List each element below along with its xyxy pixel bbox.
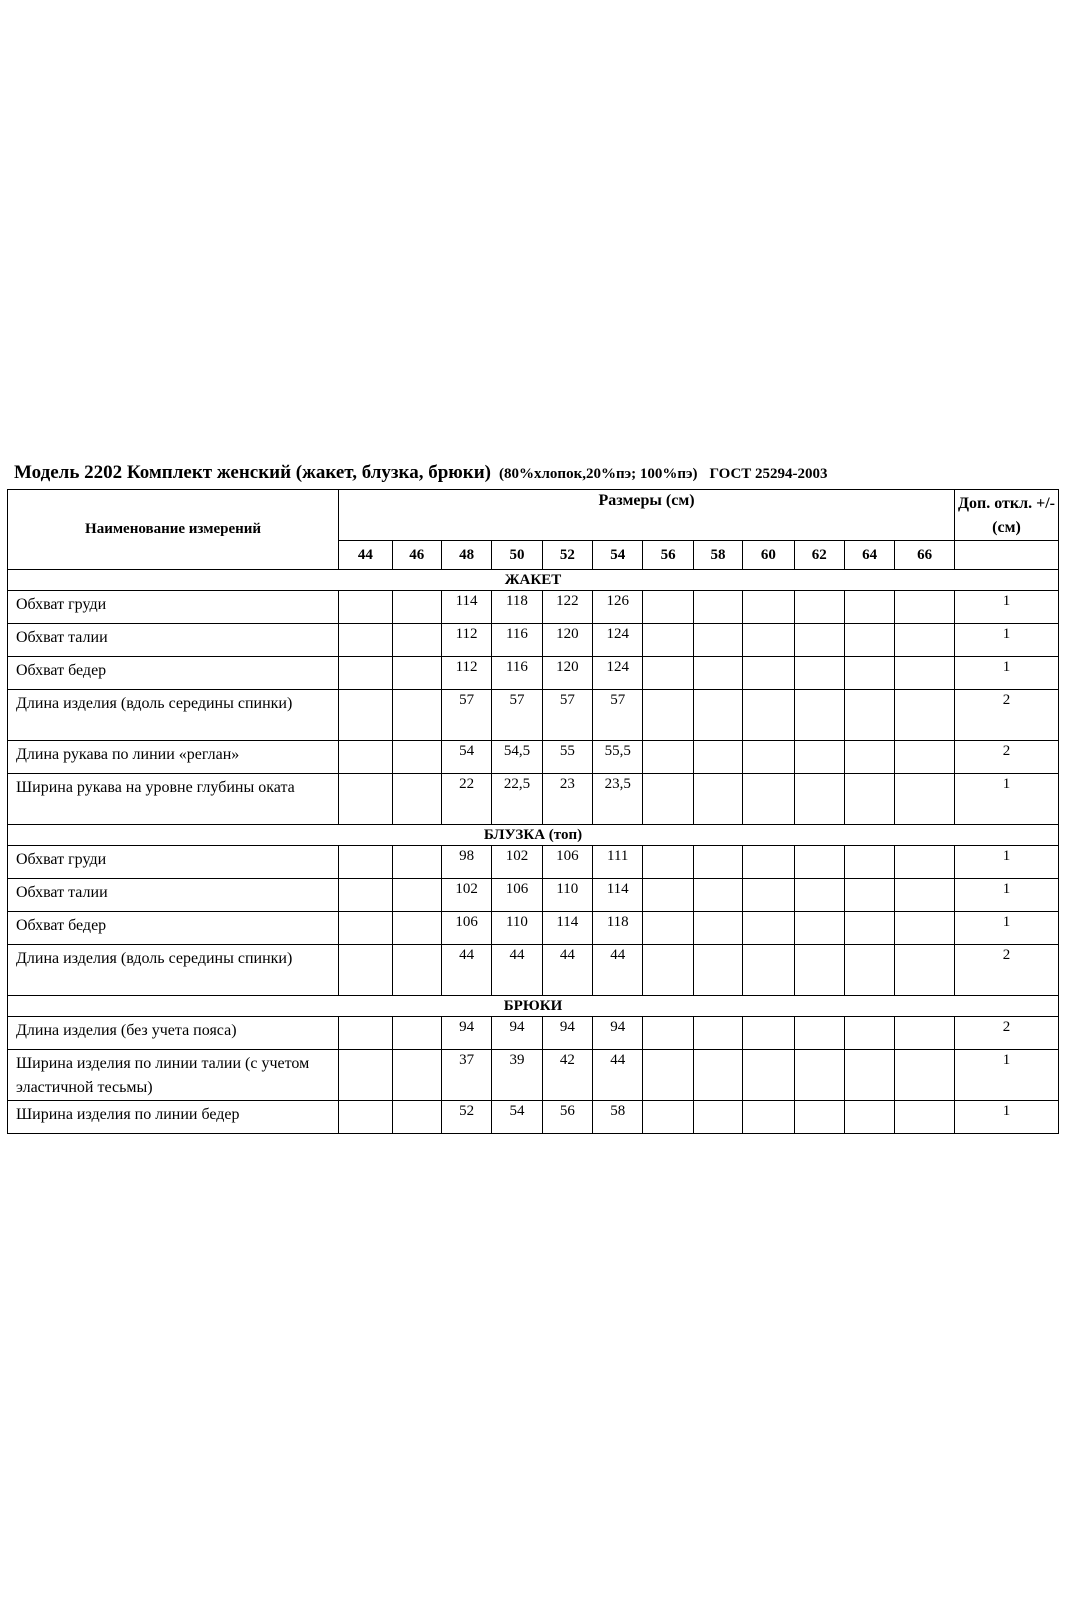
tolerance-value: 1: [955, 657, 1059, 690]
measurement-value: [743, 741, 794, 774]
measurement-value: 116: [492, 624, 542, 657]
measurement-value: [339, 741, 392, 774]
measurement-value: [794, 945, 844, 996]
sizes-header: Размеры (см): [339, 490, 955, 541]
measurement-name-header: Наименование измерений: [8, 490, 339, 570]
measurement-value: [844, 690, 894, 741]
measurement-value: 55: [542, 741, 592, 774]
table-row: [8, 1101, 1059, 1134]
size-header-cell: 56: [643, 541, 693, 570]
measurement-value: [643, 741, 693, 774]
table-row: [8, 1017, 1059, 1050]
measurement-value: 54: [492, 1101, 542, 1134]
measurement-value: [643, 624, 693, 657]
section-title: БЛУЗКА (топ): [8, 825, 1059, 846]
measurement-value: [339, 591, 392, 624]
measurement-value: [643, 846, 693, 879]
measurement-value: [339, 774, 392, 825]
measurement-value: [844, 1017, 894, 1050]
measurement-value: [895, 741, 955, 774]
measurement-value: 120: [542, 624, 592, 657]
measurement-value: 23,5: [593, 774, 643, 825]
measurement-value: [392, 1101, 441, 1134]
measurement-value: 126: [593, 591, 643, 624]
measurement-value: 118: [593, 912, 643, 945]
measurement-value: [794, 624, 844, 657]
size-header-cell: 50: [492, 541, 542, 570]
measurement-value: [794, 741, 844, 774]
measurement-name: Ширина изделия по линии бедер: [8, 1101, 339, 1134]
tolerance-value: 1: [955, 591, 1059, 624]
table-row: [8, 912, 1059, 945]
tolerance-blank-cell: [955, 541, 1059, 570]
measurement-value: [339, 912, 392, 945]
measurement-value: 122: [542, 591, 592, 624]
measurement-value: [392, 591, 441, 624]
measurement-value: [895, 591, 955, 624]
measurement-name: Длина изделия (вдоль середины спинки): [8, 690, 339, 741]
measurement-value: [693, 945, 742, 996]
measurement-value: [743, 945, 794, 996]
measurement-value: [392, 690, 441, 741]
measurement-value: 120: [542, 657, 592, 690]
measurement-value: 44: [593, 945, 643, 996]
measurement-value: [794, 690, 844, 741]
measurement-value: [895, 912, 955, 945]
measurement-value: [392, 1017, 441, 1050]
measurement-value: [392, 657, 441, 690]
measurement-value: [392, 945, 441, 996]
measurement-value: [643, 1101, 693, 1134]
measurement-value: 44: [441, 945, 491, 996]
measurement-value: [392, 846, 441, 879]
table-row: [8, 591, 1059, 624]
measurement-value: [339, 945, 392, 996]
section-header-row: [8, 996, 1059, 1017]
size-chart-table: [7, 489, 1059, 1134]
tolerance-value: 1: [955, 879, 1059, 912]
measurement-value: [794, 657, 844, 690]
table-row: [8, 741, 1059, 774]
measurement-value: [392, 879, 441, 912]
table-row: [8, 774, 1059, 825]
measurement-value: [844, 1050, 894, 1101]
measurement-name: Длина изделия (вдоль середины спинки): [8, 945, 339, 996]
measurement-value: [895, 1050, 955, 1101]
measurement-value: [743, 591, 794, 624]
table-row: [8, 945, 1059, 996]
measurement-value: 22,5: [492, 774, 542, 825]
measurement-value: 55,5: [593, 741, 643, 774]
section-title: БРЮКИ: [8, 996, 1059, 1017]
measurement-value: [693, 912, 742, 945]
table-row: [8, 657, 1059, 690]
measurement-value: 116: [492, 657, 542, 690]
measurement-name: Обхват бедер: [8, 657, 339, 690]
measurement-value: [895, 690, 955, 741]
size-header-cell: 64: [844, 541, 894, 570]
measurement-value: 58: [593, 1101, 643, 1134]
measurement-value: [392, 624, 441, 657]
document-title: [14, 462, 1054, 484]
measurement-value: 111: [593, 846, 643, 879]
measurement-value: [794, 846, 844, 879]
measurement-value: 98: [441, 846, 491, 879]
measurement-value: 54: [441, 741, 491, 774]
measurement-value: [794, 912, 844, 945]
measurement-value: [743, 879, 794, 912]
measurement-name: Ширина рукава на уровне глубины оката: [8, 774, 339, 825]
measurement-value: [693, 690, 742, 741]
measurement-value: 44: [542, 945, 592, 996]
fabric-composition: (80%хлопок,20%пэ; 100%пэ): [499, 466, 698, 482]
measurement-value: 44: [593, 1050, 643, 1101]
measurement-value: [895, 1101, 955, 1134]
measurement-value: [693, 624, 742, 657]
tolerance-value: 1: [955, 624, 1059, 657]
measurement-value: 57: [492, 690, 542, 741]
measurement-value: [895, 774, 955, 825]
tolerance-value: 2: [955, 945, 1059, 996]
measurement-value: 57: [593, 690, 643, 741]
measurement-value: [339, 624, 392, 657]
measurement-value: 114: [441, 591, 491, 624]
measurement-value: [392, 774, 441, 825]
measurement-value: [743, 912, 794, 945]
measurement-value: [693, 846, 742, 879]
measurement-value: [643, 690, 693, 741]
measurement-value: 112: [441, 657, 491, 690]
measurement-value: [693, 1017, 742, 1050]
measurement-value: [895, 624, 955, 657]
measurement-value: 57: [542, 690, 592, 741]
measurement-value: [643, 1017, 693, 1050]
measurement-value: [339, 690, 392, 741]
measurement-value: [643, 657, 693, 690]
measurement-name: Длина рукава по линии «реглан»: [8, 741, 339, 774]
size-header-cell: 58: [693, 541, 742, 570]
measurement-value: 124: [593, 657, 643, 690]
tolerance-value: 1: [955, 774, 1059, 825]
measurement-value: [844, 624, 894, 657]
size-header-cell: 44: [339, 541, 392, 570]
measurement-value: [743, 1101, 794, 1134]
measurement-value: [693, 1101, 742, 1134]
measurement-value: [693, 774, 742, 825]
size-header-cell: 62: [794, 541, 844, 570]
measurement-value: 106: [441, 912, 491, 945]
size-header-cell: 66: [895, 541, 955, 570]
table-row: [8, 690, 1059, 741]
size-header-cell: 52: [542, 541, 592, 570]
measurement-value: 106: [492, 879, 542, 912]
measurement-value: [643, 1050, 693, 1101]
measurement-value: [844, 912, 894, 945]
section-title: ЖАКЕТ: [8, 570, 1059, 591]
measurement-value: 114: [593, 879, 643, 912]
gost-standard: ГОСТ 25294-2003: [709, 466, 828, 482]
measurement-value: 114: [542, 912, 592, 945]
measurement-value: [643, 945, 693, 996]
measurement-value: 94: [492, 1017, 542, 1050]
tolerance-value: 1: [955, 912, 1059, 945]
measurement-value: 23: [542, 774, 592, 825]
size-header-cell: 46: [392, 541, 441, 570]
measurement-name: Обхват бедер: [8, 912, 339, 945]
measurement-value: [794, 1050, 844, 1101]
measurement-value: 110: [492, 912, 542, 945]
size-header-cell: 48: [441, 541, 491, 570]
measurement-value: [743, 1017, 794, 1050]
table-row: [8, 846, 1059, 879]
measurement-value: 52: [441, 1101, 491, 1134]
measurement-value: [339, 879, 392, 912]
table-row: [8, 624, 1059, 657]
measurement-value: [693, 591, 742, 624]
tolerance-value: 2: [955, 690, 1059, 741]
tolerance-value: 1: [955, 1101, 1059, 1134]
measurement-name: Обхват груди: [8, 846, 339, 879]
table-row: [8, 1050, 1059, 1101]
measurement-value: [339, 657, 392, 690]
measurement-value: [844, 657, 894, 690]
measurement-value: [693, 879, 742, 912]
measurement-value: 54,5: [492, 741, 542, 774]
measurement-value: [844, 741, 894, 774]
measurement-value: [339, 1050, 392, 1101]
measurement-value: [844, 1101, 894, 1134]
table-row: [8, 879, 1059, 912]
measurement-value: [844, 879, 894, 912]
measurement-name: Длина изделия (без учета пояса): [8, 1017, 339, 1050]
measurement-value: [794, 1101, 844, 1134]
section-header-row: [8, 570, 1059, 591]
measurement-value: 37: [441, 1050, 491, 1101]
measurement-value: 102: [441, 879, 491, 912]
tolerance-value: 2: [955, 1017, 1059, 1050]
measurement-value: [743, 657, 794, 690]
measurement-value: [693, 657, 742, 690]
measurement-value: [743, 690, 794, 741]
section-header-row: [8, 825, 1059, 846]
measurement-value: [895, 1017, 955, 1050]
measurement-value: [643, 912, 693, 945]
measurement-value: [794, 1017, 844, 1050]
measurement-value: [339, 1101, 392, 1134]
measurement-name: Обхват талии: [8, 624, 339, 657]
measurement-value: [643, 879, 693, 912]
measurement-value: 44: [492, 945, 542, 996]
measurement-value: 112: [441, 624, 491, 657]
measurement-value: [794, 591, 844, 624]
measurement-value: 22: [441, 774, 491, 825]
measurement-value: 42: [542, 1050, 592, 1101]
tolerance-value: 1: [955, 846, 1059, 879]
measurement-value: 102: [492, 846, 542, 879]
measurement-value: [743, 774, 794, 825]
measurement-value: 57: [441, 690, 491, 741]
measurement-value: 56: [542, 1101, 592, 1134]
measurement-value: [339, 846, 392, 879]
measurement-value: [392, 741, 441, 774]
measurement-value: [895, 879, 955, 912]
measurement-value: [844, 846, 894, 879]
measurement-value: [392, 1050, 441, 1101]
measurement-name: Обхват груди: [8, 591, 339, 624]
model-title: Модель 2202 Комплект женский (жакет, блузка, брюки): [14, 462, 492, 483]
measurement-value: 118: [492, 591, 542, 624]
measurement-value: 124: [593, 624, 643, 657]
tolerance-value: 2: [955, 741, 1059, 774]
tolerance-header: Доп. откл. +/- (см): [955, 490, 1059, 541]
measurement-value: [895, 657, 955, 690]
measurement-value: [693, 741, 742, 774]
measurement-name: Ширина изделия по линии талии (с учетом эластичной тесьмы): [8, 1050, 339, 1101]
measurement-value: 94: [542, 1017, 592, 1050]
size-header-cell: 60: [743, 541, 794, 570]
measurement-value: [895, 945, 955, 996]
measurement-value: [794, 774, 844, 825]
measurement-value: 39: [492, 1050, 542, 1101]
measurement-value: [743, 624, 794, 657]
measurement-value: [844, 945, 894, 996]
size-header-cell: 54: [593, 541, 643, 570]
measurement-value: [895, 846, 955, 879]
measurement-value: [844, 774, 894, 825]
measurement-value: [643, 774, 693, 825]
tolerance-value: 1: [955, 1050, 1059, 1101]
measurement-value: 94: [593, 1017, 643, 1050]
measurement-value: [743, 1050, 794, 1101]
measurement-value: [844, 591, 894, 624]
measurement-value: [392, 912, 441, 945]
measurement-value: [693, 1050, 742, 1101]
measurement-value: [339, 1017, 392, 1050]
measurement-value: [794, 879, 844, 912]
measurement-name: Обхват талии: [8, 879, 339, 912]
measurement-value: [643, 591, 693, 624]
measurement-value: 94: [441, 1017, 491, 1050]
measurement-value: 106: [542, 846, 592, 879]
measurement-value: 110: [542, 879, 592, 912]
measurement-value: [743, 846, 794, 879]
